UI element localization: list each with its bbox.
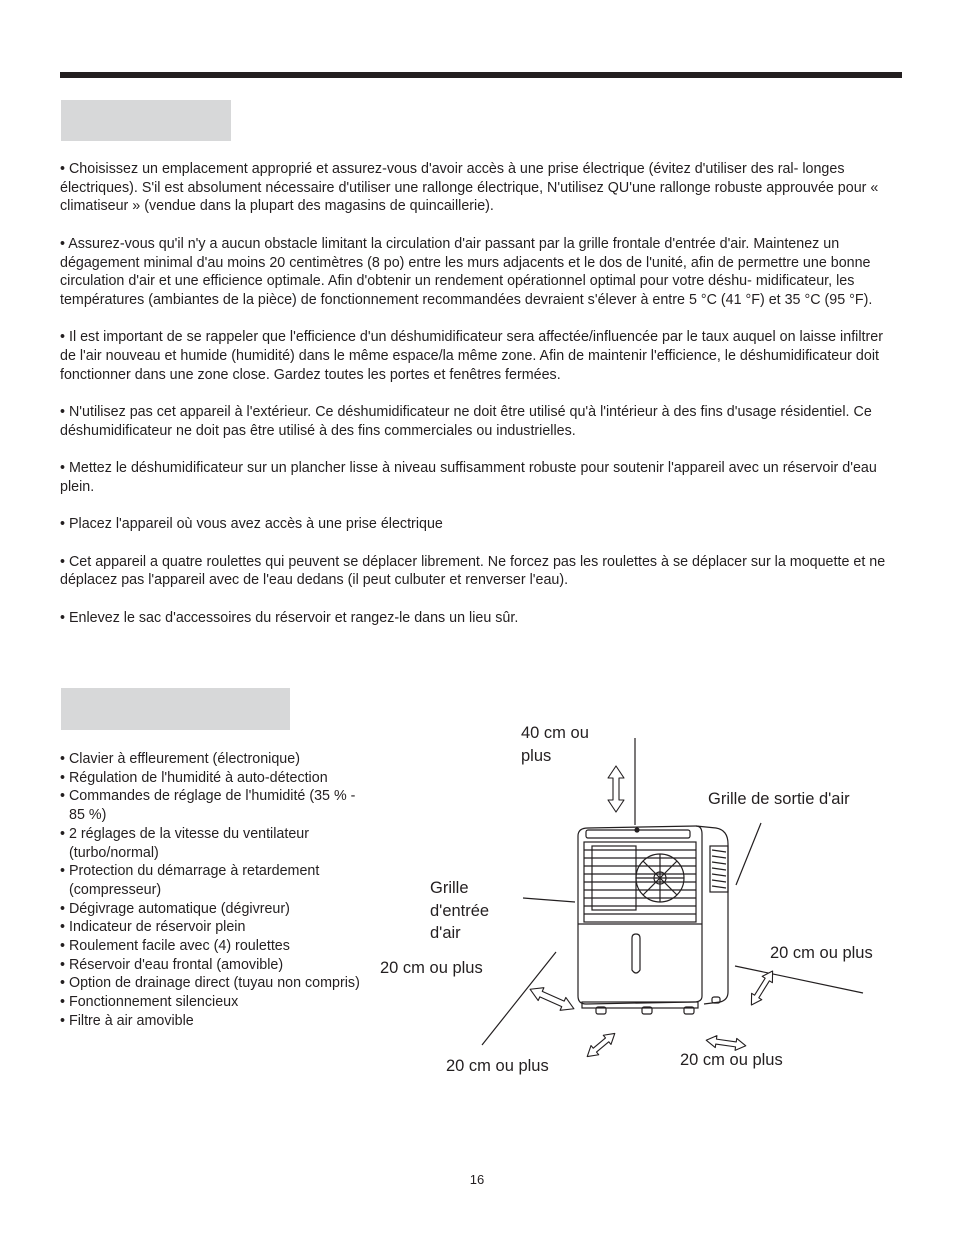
inlet-leader-line: [523, 898, 575, 902]
inlet-grille-label: Grille d'entrée d'air: [430, 879, 490, 942]
tank-handle: [632, 934, 640, 973]
side-outlet-grille: [710, 846, 728, 892]
left-clearance-arrow: [527, 983, 577, 1015]
paragraph: • Assurez-vous qu'il n'y a aucun obstacle limitant la circulation d'air passant par la grille frontale d'entrée d'air. Maintenez un dégagement minimal d'au moins 20 centimètres (8 po) entre les murs adjacents et le dos de l'unité, afin de permettre une bonne circulation d'air et une efficience optimale. Afin d'obtenir un rendement opérationnel optimal pour votre déshu- midificateur, les températures (ambiantes de la pièce) de fonctionnement recommandées devraient s'élever à entre 5 °C (41 °F) et 35 °C (95 °F).: [60, 235, 873, 308]
list-item: • Roulement facile avec (4) roulettes: [60, 937, 370, 956]
list-item: • Protection du démarrage à retardement (compresseur): [60, 862, 370, 899]
right-clearance-label: 20 cm ou plus: [770, 944, 873, 962]
feature-list: [60, 750, 370, 1031]
list-item: • Clavier à effleurement (électronique): [60, 750, 370, 769]
right-wall-line: [735, 966, 863, 993]
outlet-grille-label: Grille de sortie d'air: [708, 790, 850, 808]
outlet-leader-line: [736, 823, 761, 885]
top-clearance-label: 40 cm ou plus: [521, 724, 589, 765]
list-item: • Régulation de l'humidité à auto-détection: [60, 769, 370, 788]
paragraph: • Il est important de se rappeler que l'efficience d'un déshumidificateur sera affectée/influencée par le taux auquel on laisse infiltrer de l'air nouveau et humide (humidité) dans le même espace/la même zone. Afin de maintenir l'efficience, le déshumidificateur doit fonctionner dans une zone close. Gardez toutes les portes et fenêtres fermées.: [60, 329, 883, 383]
page-number: 16: [469, 1172, 485, 1187]
paragraph: • N'utilisez pas cet appareil à l'extérieur. Ce déshumidificateur ne doit être utilisé qu'à l'intérieur à des fins d'usage résidentiel. Ce déshumidificateur ne doit pas être utilisé à des fins commerciales ou industrielles.: [60, 404, 872, 439]
unit-front-body: [578, 826, 702, 1004]
front-clearance-label: 20 cm ou plus: [446, 1057, 549, 1075]
paragraph: • Mettez le déshumidificateur sur un plancher lisse à niveau suffisamment robuste pour soutenir l'appareil avec un réservoir d'eau plein.: [60, 460, 877, 495]
paragraph: • Choisissez un emplacement approprié et assurez-vous d'avoir accès à une prise électrique (évitez d'utiliser des ral- longes électriques). S'il est absolument nécessaire d'utiliser une rallonge électrique, N'utilisez QU'une rallonge robuste approuvée pour « climatiseur » (vendue dans la plupart des magasins de quincaillerie).: [60, 161, 879, 215]
list-item: • Indicateur de réservoir plein: [60, 918, 370, 937]
section-header-box-2: [61, 688, 290, 730]
left-clearance-label: 20 cm ou plus: [380, 959, 483, 977]
list-item: • Fonctionnement silencieux: [60, 993, 370, 1012]
unit-side-panel: [696, 826, 728, 1004]
list-item: • 2 réglages de la vitesse du ventilateur (turbo/normal): [60, 825, 370, 862]
front-clearance-arrow: [583, 1029, 618, 1061]
list-item: • Option de drainage direct (tuyau non compris): [60, 974, 370, 993]
list-item: • Dégivrage automatique (dégivreur): [60, 900, 370, 919]
side-clearance-label: 20 cm ou plus: [680, 1051, 783, 1069]
paragraph: • Cet appareil a quatre roulettes qui peuvent se déplacer librement. Ne forcez pas les roulettes à se déplacer sur la moquette et ne déplacez pas l'appareil avec de l'eau dedans (il peut culbuter et renverser l'eau).: [60, 553, 886, 589]
section-header-box-1: [61, 100, 231, 141]
right-clearance-arrow: [746, 968, 777, 1008]
instructions-text: [60, 160, 900, 646]
paragraph: • Enlevez le sac d'accessoires du réservoir et rangez-le dans un lieu sûr.: [60, 609, 519, 626]
paragraph: • Placez l'appareil où vous avez accès à une prise électrique: [60, 516, 443, 533]
list-item: • Réservoir d'eau frontal (amovible): [60, 956, 370, 975]
list-item: • Commandes de réglage de l'humidité (35 % - 85 %): [60, 787, 370, 824]
top-clearance-arrow: [608, 766, 624, 812]
top-indicator: [635, 828, 639, 832]
front-inlet-grille: [584, 842, 696, 922]
list-item: • Filtre à air amovible: [60, 1012, 370, 1031]
top-rule: [60, 72, 902, 78]
